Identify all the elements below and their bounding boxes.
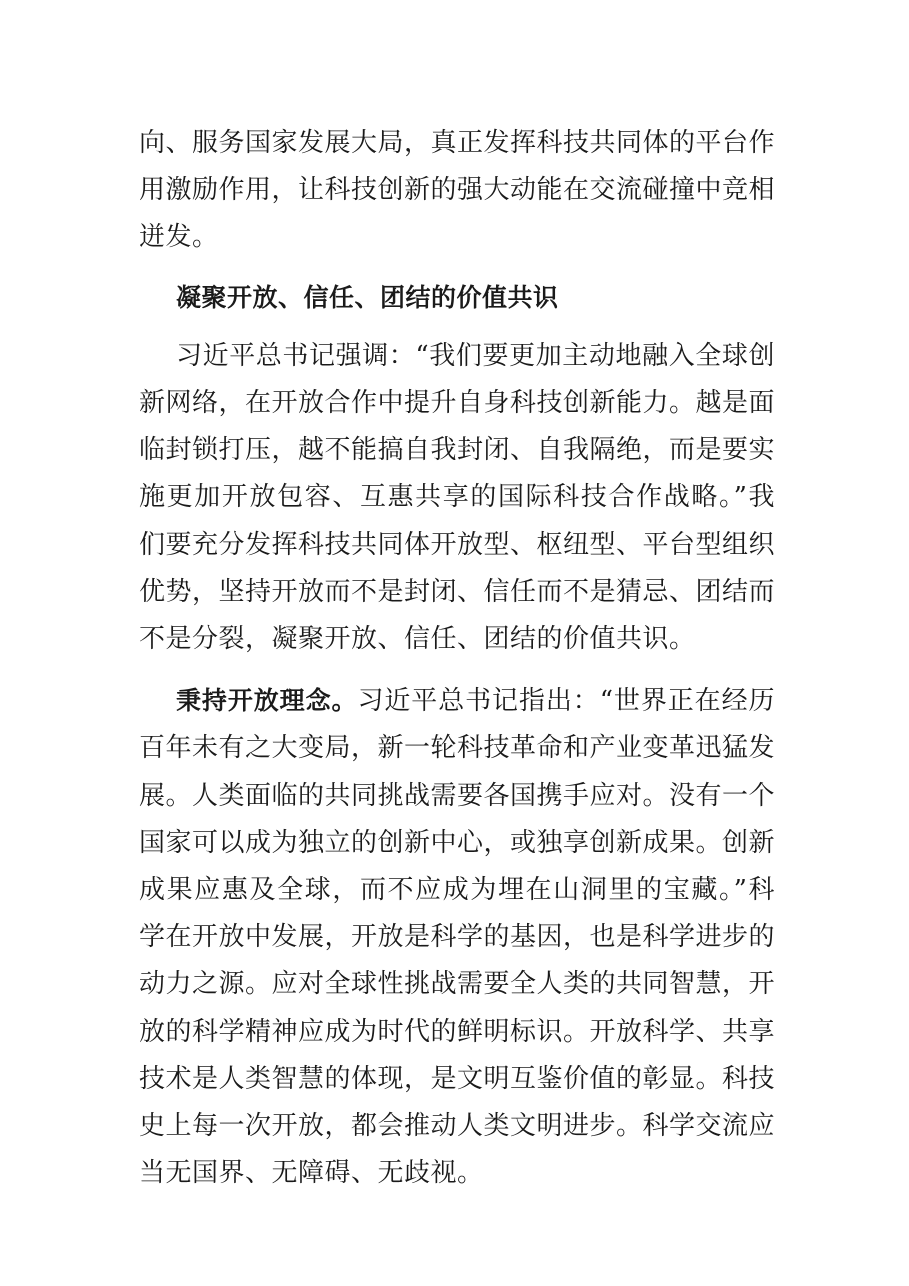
section-heading: 凝聚开放、信任、团结的价值共识 (176, 282, 559, 312)
paragraph-lead: 秉持开放理念。 (176, 686, 358, 716)
paragraph-body: 习近平总书记指出：“世界正在经历百年未有之大变局，新一轮科技革命和产业变革迅猛发展。人类面临的共同挑战需要各国携手应对。没有一个国家可以成为独立的创新中心，或独享创新成果。创新成果应惠及全球，而不应成为埋在山洞里的宝藏。”科学在开放中发展，开放是科学的基因，也是科学进步的动力之源。应对全球性挑战需要全人类的共同智慧，开放的科学精神应成为时代的鲜明标识。开放科学、共享技术是人类智慧的体现，是文明互鉴价值的彰显。科技史上每一次开放，都会推动人类文明进步。科学交流应当无国界、无障碍、无歧视。 (139, 686, 776, 1189)
paragraph-continuation: 向、服务国家发展大局，真正发挥科技共同体的平台作用激励作用，让科技创新的强大动能在交流碰撞中竞相迸发。 (139, 128, 776, 253)
paragraph-with-lead (139, 677, 775, 1197)
paragraph: 习近平总书记强调：“我们要更加主动地融入全球创新网络，在开放合作中提升自身科技创新能力。越是面临封锁打压，越不能搞自我封闭、自我隔绝，而是要实施更加开放包容、互惠共享的国际科技合作战略。”我们要充分发挥科技共同体开放型、枢纽型、平台型组织优势，坚持开放而不是封闭、信任而不是猜忌、团结而不是分裂，凝聚开放、信任、团结的价值共识。 (139, 340, 776, 655)
document-body (139, 120, 775, 1197)
